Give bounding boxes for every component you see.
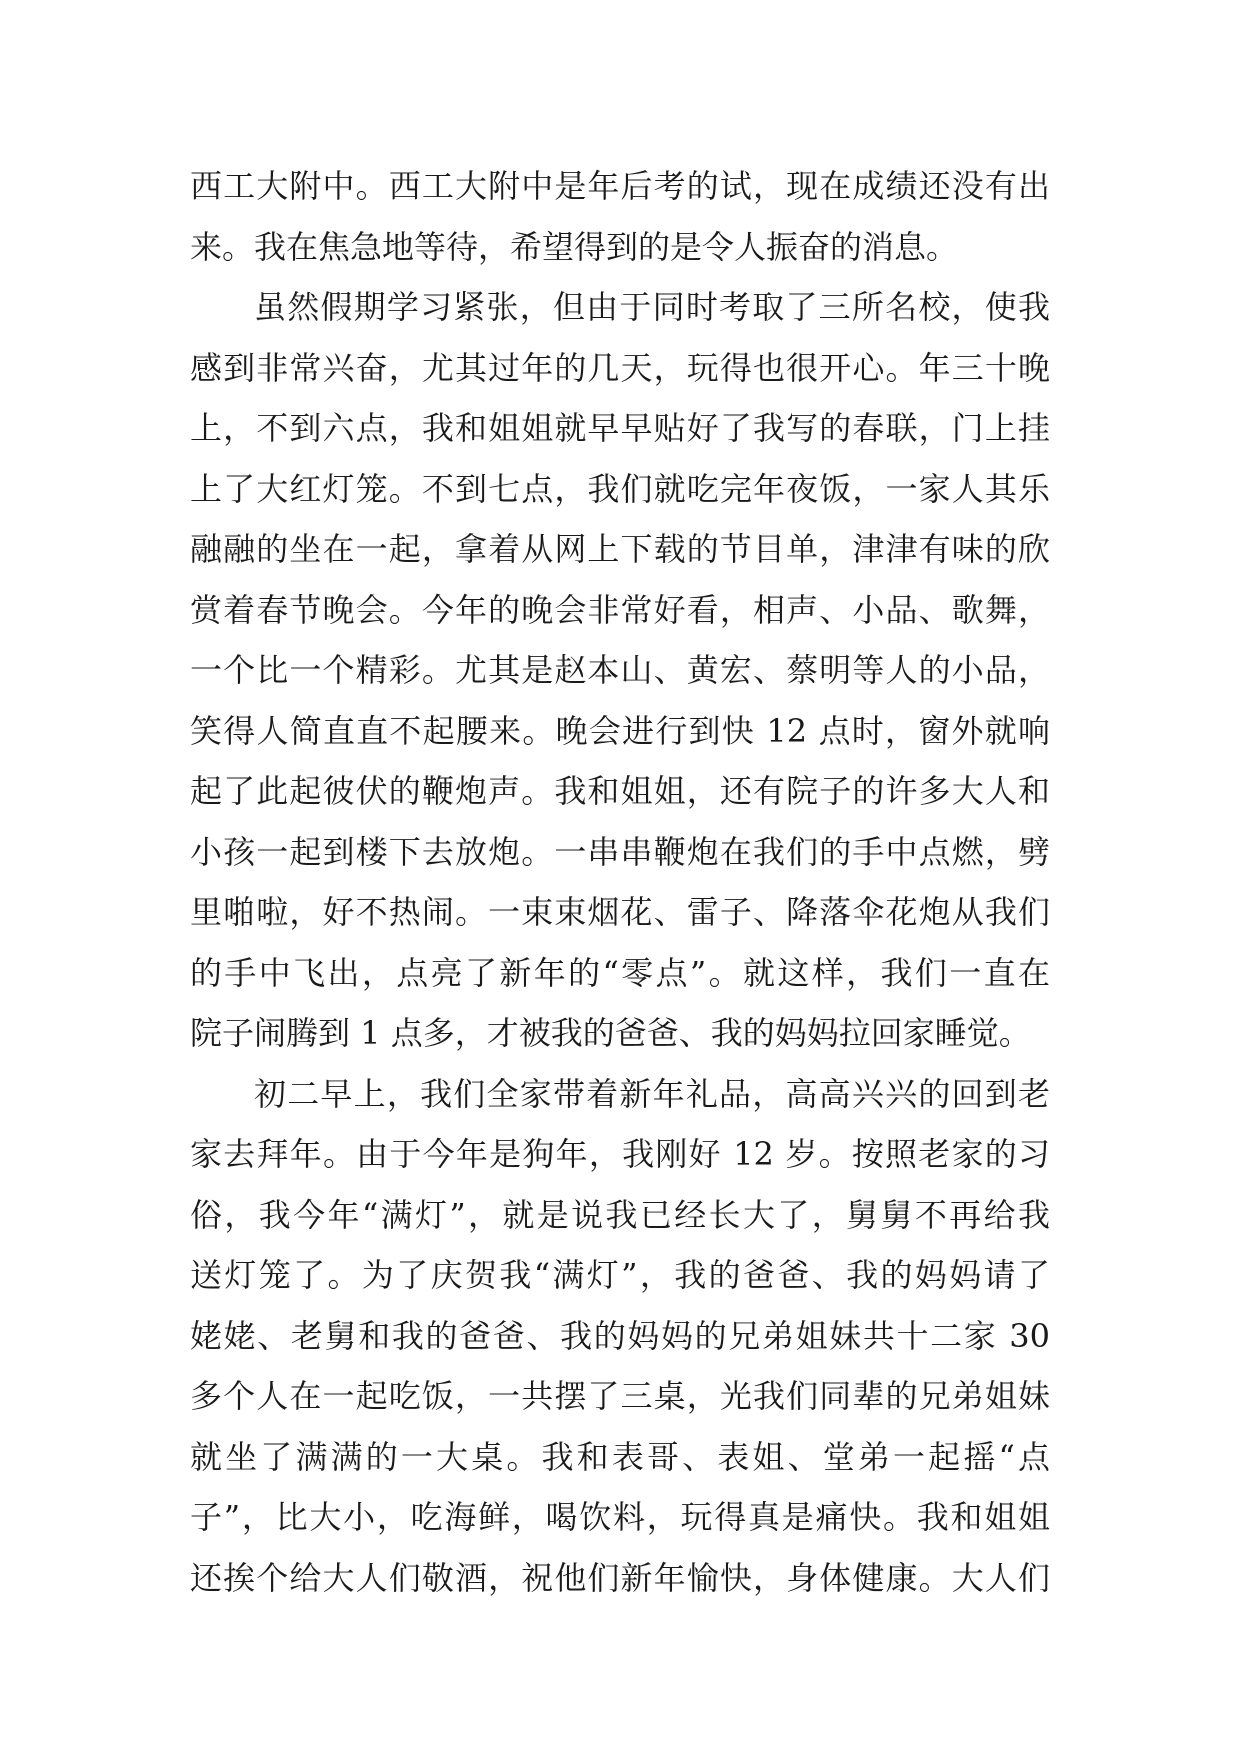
- text-line: 来。我在焦急地等待，希望得到的是令人振奋的消息。: [190, 227, 959, 266]
- text-line: 多个人在一起吃饭，一共摆了三桌，光我们同辈的兄弟姐妹: [190, 1377, 1050, 1415]
- text-line: 里啪啦，好不热闹。一束束烟花、雷子、降落伞花炮从我们: [190, 893, 1050, 931]
- text-line: 一个比一个精彩。尤其是赵本山、黄宏、蔡明等人的小品，: [190, 651, 1050, 689]
- text-line: 就坐了满满的一大桌。我和表哥、表姐、堂弟一起摇“点: [190, 1437, 1050, 1476]
- text-line: 的手中飞出，点亮了新年的“零点”。就这样，我们一直在: [190, 953, 1050, 992]
- text-line: 俗，我今年“满灯”，就是说我已经长大了，舅舅不再给我: [190, 1195, 1050, 1234]
- text-line: 子”，比大小，吃海鲜，喝饮料，玩得真是痛快。我和姐姐: [190, 1498, 1050, 1536]
- text-line: 姥姥、老舅和我的爸爸、我的妈妈的兄弟姐妹共十二家 30: [190, 1316, 1050, 1355]
- text-line: 上，不到六点，我和姐姐就早早贴好了我写的春联，门上挂: [190, 409, 1050, 447]
- text-line: 小孩一起到楼下去放炮。一串串鞭炮在我们的手中点燃，劈: [190, 832, 1050, 871]
- text-line: 笑得人简直直不起腰来。晚会进行到快 12 点时，窗外就响: [190, 711, 1050, 750]
- text-line: 还挨个给大人们敬酒，祝他们新年愉快，身体健康。大人们: [190, 1558, 1050, 1597]
- text-line: 上了大红灯笼。不到七点，我们就吃完年夜饭，一家人其乐: [190, 469, 1050, 508]
- paragraph-first-line: 虽然假期学习紧张，但由于同时考取了三所名校，使我: [254, 288, 1050, 326]
- text-line: 感到非常兴奋，尤其过年的几天，玩得也很开心。年三十晚: [190, 348, 1050, 387]
- paragraph-first-line: 初二早上，我们全家带着新年礼品，高高兴兴的回到老: [254, 1074, 1050, 1113]
- text-line: 赏着春节晚会。今年的晚会非常好看，相声、小品、歌舞，: [190, 590, 1050, 629]
- text-line: 家去拜年。由于今年是狗年，我刚好 12 岁。按照老家的习: [190, 1135, 1050, 1173]
- text-line: 送灯笼了。为了庆贺我“满灯”，我的爸爸、我的妈妈请了: [190, 1256, 1050, 1294]
- body-text: [190, 156, 1050, 1608]
- text-line: 西工大附中。西工大附中是年后考的试，现在成绩还没有出: [190, 167, 1050, 205]
- text-line: 起了此起彼伏的鞭炮声。我和姐姐，还有院子的许多大人和: [190, 772, 1050, 810]
- text-line: 院子闹腾到 1 点多，才被我的爸爸、我的妈妈拉回家睡觉。: [190, 1014, 1031, 1052]
- text-line: 融融的坐在一起，拿着从网上下载的节目单，津津有味的欣: [190, 530, 1050, 568]
